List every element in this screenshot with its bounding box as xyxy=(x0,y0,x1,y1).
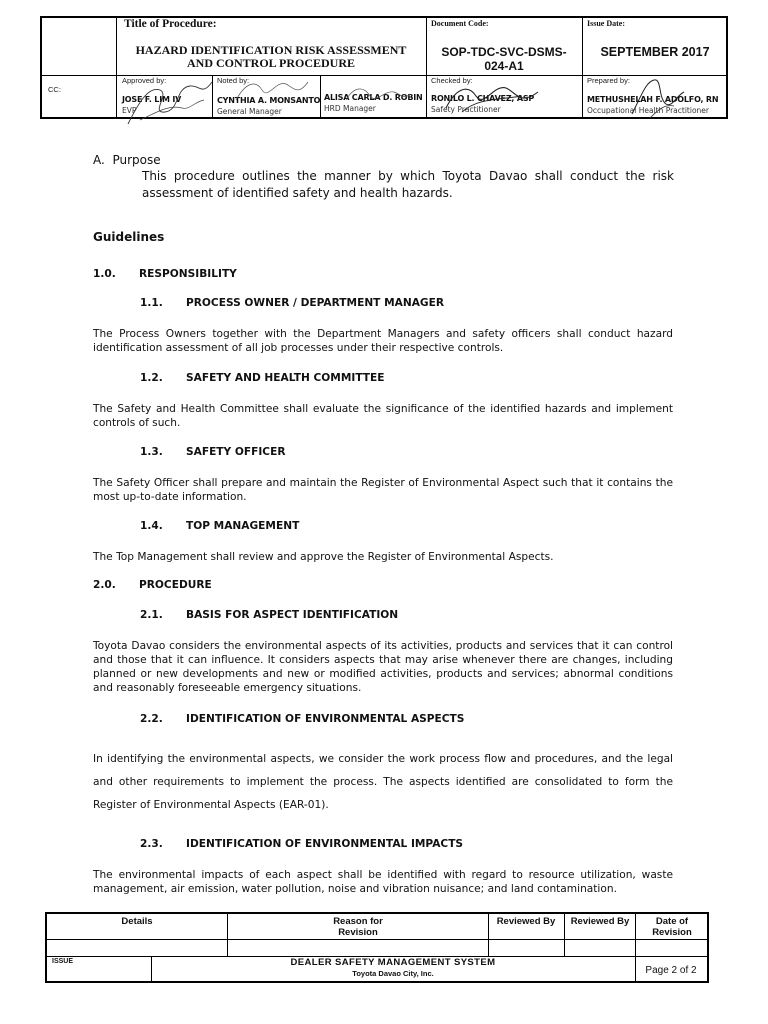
section-title: SAFETY OFFICER xyxy=(186,446,286,458)
footer-divider xyxy=(635,914,636,956)
section-number: 2.1. xyxy=(140,609,163,621)
approved-by-name: JOSE F. LIM IV xyxy=(122,95,182,104)
footer-divider xyxy=(227,914,228,956)
procedure-title xyxy=(118,44,424,70)
prepared-by-name: METHUSHELAH F. ADOLFO, RN xyxy=(587,95,719,104)
section-title: IDENTIFICATION OF ENVIRONMENTAL ASPECTS xyxy=(186,713,465,725)
col-reviewed-by: Reviewed By xyxy=(496,916,556,927)
paragraph: The Top Management shall review and approve the Register of Environmental Aspects. xyxy=(93,551,554,563)
procedure-title-line1: HAZARD IDENTIFICATION RISK ASSESSMENT xyxy=(135,43,407,57)
approved-by-label: Approved by: xyxy=(122,76,167,85)
document-code-line2: 024-A1 xyxy=(484,59,524,73)
noted-by-label: Noted by: xyxy=(217,76,250,85)
section-number: 1.2. xyxy=(140,372,163,384)
section-heading xyxy=(93,268,237,280)
checked-by-label: Checked by: xyxy=(431,76,473,85)
noted-by-role: General Manager xyxy=(217,107,282,116)
cc-label: CC: xyxy=(48,85,61,94)
hrd-manager-name: ALISA CARLA D. ROBIN xyxy=(324,93,423,102)
header-divider xyxy=(582,18,583,119)
footer-divider xyxy=(47,939,707,940)
checked-by-name: RONILO L. CHAVEZ, ASP xyxy=(431,94,535,103)
paragraph: In identifying the environmental aspects, we consider the work process flow and procedures, and the legal and other requirements to implement the process. The aspects identified are consolidated to form the Register of Environmental Aspects (EAR-01). xyxy=(93,753,673,811)
footer-divider xyxy=(488,914,489,956)
paragraph: The Safety and Health Committee shall evaluate the significance of the identified hazards and implement controls of such. xyxy=(93,403,673,429)
section-number: 1.1. xyxy=(140,297,163,309)
section-title: PROCESS OWNER / DEPARTMENT MANAGER xyxy=(186,297,444,309)
purpose-heading: A. Purpose xyxy=(93,153,161,167)
section-number: 2.3. xyxy=(140,838,163,850)
hrd-manager-role: HRD Manager xyxy=(324,104,376,113)
section-title: PROCEDURE xyxy=(139,579,212,591)
checked-by-role: Safety Practitioner xyxy=(431,105,501,114)
section-title: RESPONSIBILITY xyxy=(139,268,237,280)
section-number: 2.0. xyxy=(93,579,116,591)
issue-date-label: Issue Date: xyxy=(587,19,625,28)
prepared-by-role: Occupational Health Practitioner xyxy=(587,106,709,115)
title-label: Title of Procedure: xyxy=(124,18,217,30)
section-number: 1.3. xyxy=(140,446,163,458)
document-header-table xyxy=(40,16,728,119)
header-divider xyxy=(426,18,427,119)
subsection-heading xyxy=(140,609,398,621)
document-code xyxy=(428,45,580,73)
section-heading xyxy=(93,579,212,591)
subsection-heading xyxy=(140,520,299,532)
section-title: BASIS FOR ASPECT IDENTIFICATION xyxy=(186,609,399,621)
col-details: Details xyxy=(121,916,153,927)
section-title: IDENTIFICATION OF ENVIRONMENTAL IMPACTS xyxy=(186,838,464,850)
section-number: 1.4. xyxy=(140,520,163,532)
issue-label: ISSUE xyxy=(52,958,74,965)
header-divider xyxy=(212,75,213,119)
subsection-heading xyxy=(140,446,285,458)
approved-by-role: EVP xyxy=(122,106,137,115)
paragraph: Toyota Davao considers the environmental aspects of its activities, products and services that it can control and those that it can influence. It considers aspects that may arise whenever there are changes, including planned or new developments and new or modified activities, products and services; abnormal conditions and reasonably foreseeable emergency situations. xyxy=(93,640,673,694)
noted-by-name: CYNTHIA A. MONSANTO xyxy=(217,96,321,105)
issue-date: SEPTEMBER 2017 xyxy=(600,45,710,59)
procedure-title-line2: AND CONTROL PROCEDURE xyxy=(186,56,355,70)
section-title: SAFETY AND HEALTH COMMITTEE xyxy=(186,372,385,384)
document-code-label: Document Code: xyxy=(431,19,489,28)
subsection-heading xyxy=(140,838,463,850)
section-number: 2.2. xyxy=(140,713,163,725)
revision-footer-table xyxy=(45,912,709,983)
paragraph: The Process Owners together with the Department Managers and safety officers shall conduct hazard identification assessment of all job processes under their respective controls. xyxy=(93,328,673,354)
section-number: 1.0. xyxy=(93,268,116,280)
col-reviewed-by: Reviewed By xyxy=(570,916,630,927)
col-date-of-revision: Date of Revision xyxy=(652,916,692,938)
guidelines-heading: Guidelines xyxy=(93,230,165,244)
company-name: Toyota Davao City, Inc. xyxy=(352,969,434,978)
col-reason: Reason for Revision xyxy=(333,916,383,938)
footer-divider xyxy=(564,914,565,956)
system-title: DEALER SAFETY MANAGEMENT SYSTEM xyxy=(290,957,496,968)
purpose-text: This procedure outlines the manner by which Toyota Davao shall conduct the risk assessment of identified safety and health hazards. xyxy=(142,169,674,200)
header-divider xyxy=(116,18,117,119)
subsection-heading xyxy=(140,713,464,725)
document-code-line1: SOP-TDC-SVC-DSMS- xyxy=(441,45,567,59)
page-number: Page 2 of 2 xyxy=(645,965,697,976)
paragraph: The environmental impacts of each aspect shall be identified with regard to resource utilization, waste management, air emission, water pollution, noise and vibration nuisance; and land contamination. xyxy=(93,869,673,895)
subsection-heading xyxy=(140,297,444,309)
prepared-by-label: Prepared by: xyxy=(587,76,630,85)
paragraph: The Safety Officer shall prepare and maintain the Register of Environmental Aspect such that it contains the most up-to-date information. xyxy=(93,477,673,503)
section-title: TOP MANAGEMENT xyxy=(186,520,300,532)
subsection-heading xyxy=(140,372,385,384)
